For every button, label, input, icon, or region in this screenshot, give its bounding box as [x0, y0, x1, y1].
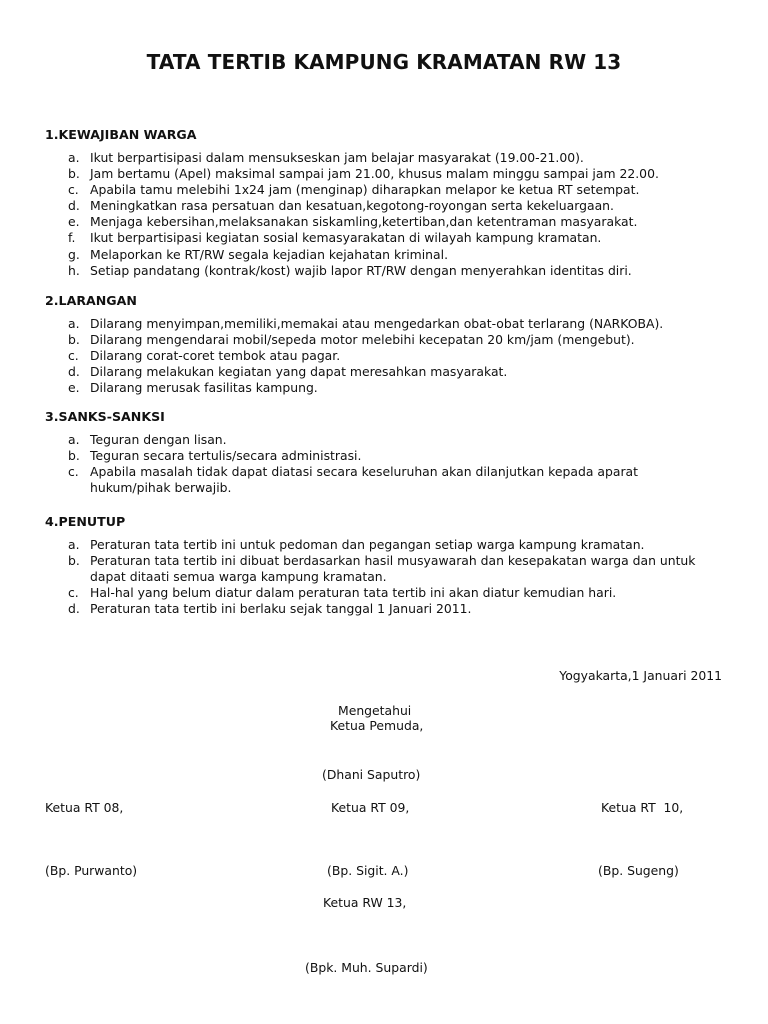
list-item-text: Peraturan tata tertib ini untuk pedoman dan pegangan setiap warga kampung kramatan. [90, 537, 645, 552]
section-larangan [45, 292, 725, 396]
ketua-rt08-name: (Bp. Purwanto) [45, 863, 138, 878]
list-marker: c. [68, 464, 79, 480]
list-item-text: Jam bertamu (Apel) maksimal sampai jam 21.00, khusus malam minggu sampai jam 22.00. [90, 166, 659, 182]
list-item [45, 247, 725, 263]
list-marker: b. [68, 166, 80, 182]
section-heading: 2.LARANGAN [45, 293, 137, 308]
list-item-text: Dilarang merusak fasilitas kampung. [90, 380, 318, 396]
list-item [45, 332, 725, 348]
list-marker: g. [68, 246, 80, 262]
ketua-rw13-title: Ketua RW 13, [323, 895, 407, 910]
list-item [45, 348, 725, 364]
list-item-text: Dilarang corat-coret tembok atau pagar. [90, 348, 341, 364]
rule-list [45, 537, 725, 617]
section-heading: 3.SANKS-SANKSI [45, 409, 165, 424]
list-item-text: Hal-hal yang belum diatur dalam peraturan tata tertib ini akan diatur kemudian hari. [90, 585, 617, 601]
list-marker: d. [68, 601, 80, 617]
list-item-text: Dilarang mengendarai mobil/sepeda motor melebihi kecepatan 20 km/jam (mengebut). [90, 332, 635, 348]
list-marker: c. [68, 585, 79, 601]
list-item [45, 150, 725, 166]
list-marker: a. [68, 316, 80, 331]
place-date: Yogyakarta,1 Januari 2011 [559, 668, 722, 683]
list-marker: c. [68, 348, 79, 364]
list-item [45, 448, 725, 464]
rule-list [45, 150, 725, 279]
list-item [45, 166, 725, 182]
list-item [45, 230, 725, 246]
list-item [45, 316, 725, 332]
list-item-text: Peraturan tata tertib ini berlaku sejak tanggal 1 Januari 2011. [90, 601, 472, 617]
section-heading: 1.KEWAJIBAN WARGA [45, 127, 197, 142]
list-item-text: Apabila tamu melebihi 1x24 jam (menginap) diharapkan melapor ke ketua RT setempat. [90, 182, 640, 198]
ketua-rw13-name: (Bpk. Muh. Supardi) [305, 960, 428, 975]
section-heading: 4.PENUTUP [45, 514, 126, 529]
list-marker: b. [68, 553, 80, 569]
section-penutup [45, 513, 725, 617]
document-title: TATA TERTIB KAMPUNG KRAMATAN RW 13 [146, 50, 622, 74]
mengetahui-label: Mengetahui [338, 703, 412, 718]
list-item-text: Dilarang menyimpan,memiliki,memakai atau mengedarkan obat-obat terlarang (NARKOBA). [90, 316, 664, 331]
list-marker: h. [68, 262, 80, 278]
list-item [45, 553, 725, 585]
list-marker: a. [68, 432, 80, 447]
rule-list [45, 432, 725, 496]
list-marker: e. [68, 380, 80, 396]
list-item-text: Peraturan tata tertib ini dibuat berdasarkan hasil musyawarah dan kesepakatan warga dan untuk dapat ditaati semua warga kampung kramatan. [90, 553, 696, 585]
list-marker: a. [68, 150, 80, 165]
list-marker: d. [68, 198, 80, 214]
list-marker: b. [68, 332, 80, 348]
list-marker: d. [68, 364, 80, 380]
section-sanksi [45, 408, 725, 496]
ketua-rt08-title: Ketua RT 08, [45, 800, 124, 815]
ketua-pemuda-title: Ketua Pemuda, [330, 718, 424, 733]
ketua-rt10-title: Ketua RT 10, [601, 800, 684, 815]
list-item-text: Ikut berpartisipasi dalam mensukseskan jam belajar masyarakat (19.00-21.00). [90, 150, 584, 165]
list-item [45, 364, 725, 380]
list-marker: b. [68, 448, 80, 464]
list-item-text: Setiap pandatang (kontrak/kost) wajib lapor RT/RW dengan menyerahkan identitas diri. [90, 262, 632, 278]
ketua-rt09-name: (Bp. Sigit. A.) [327, 863, 409, 878]
list-item [45, 585, 725, 601]
ketua-rt09-title: Ketua RT 09, [331, 800, 410, 815]
list-item-text: Teguran secara tertulis/secara administrasi. [90, 448, 362, 464]
section-kewajiban-warga [45, 126, 725, 279]
rule-list [45, 316, 725, 396]
list-item-text: Teguran dengan lisan. [90, 432, 227, 447]
ketua-pemuda-name: (Dhani Saputro) [322, 767, 421, 782]
list-marker: c. [68, 182, 79, 198]
list-marker: f. [68, 230, 76, 246]
list-item [45, 182, 725, 198]
list-marker: a. [68, 537, 80, 552]
list-item-text: Menjaga kebersihan,melaksanakan siskamling,ketertiban,dan ketentraman masyarakat. [90, 214, 638, 230]
list-item [45, 432, 725, 448]
list-item [45, 263, 725, 279]
list-item [45, 601, 725, 617]
list-item-text: Apabila masalah tidak dapat diatasi secara keseluruhan akan dilanjutkan kepada aparat hukum/pihak berwajib. [90, 464, 638, 496]
ketua-rt10-name: (Bp. Sugeng) [598, 863, 679, 878]
list-item-text: Melaporkan ke RT/RW segala kejadian kejahatan kriminal. [90, 246, 449, 262]
list-item [45, 198, 725, 214]
list-item [45, 537, 725, 553]
list-item-text: Meningkatkan rasa persatuan dan kesatuan,kegotong-royongan serta kekeluargaan. [90, 198, 614, 214]
list-item [45, 380, 725, 396]
list-marker: e. [68, 214, 80, 230]
list-item [45, 214, 725, 230]
list-item [45, 464, 725, 496]
list-item-text: Ikut berpartisipasi kegiatan sosial kemasyarakatan di wilayah kampung kramatan. [90, 230, 602, 246]
list-item-text: Dilarang melakukan kegiatan yang dapat meresahkan masyarakat. [90, 364, 508, 380]
